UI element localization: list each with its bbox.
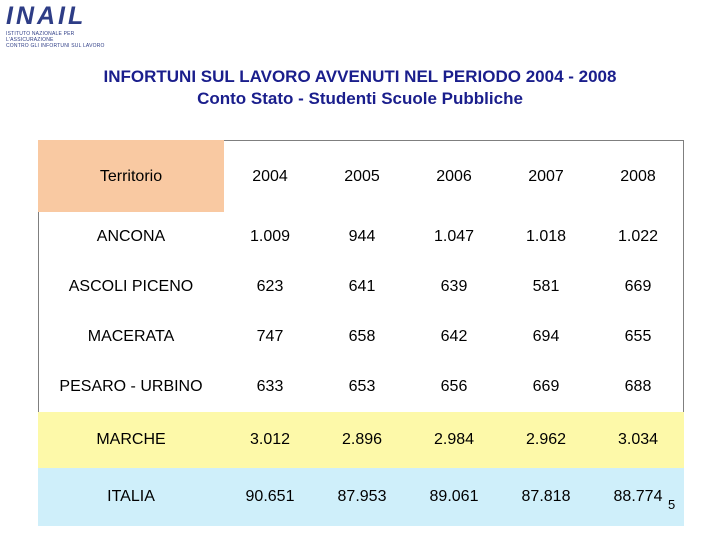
table-cell: 1.022 (617, 228, 659, 245)
table-cell: 694 (532, 328, 560, 345)
logo-mark: INAIL (6, 2, 87, 30)
table-cell: 633 (256, 378, 284, 395)
table-cell: 639 (440, 278, 468, 295)
table-cell: 669 (532, 378, 560, 395)
table-cell: 3.012 (224, 412, 316, 468)
marche-total-row (38, 412, 684, 468)
table-cell: 688 (624, 378, 652, 395)
table-cell: 623 (256, 278, 284, 295)
row-label: ITALIA (38, 468, 224, 526)
header-year: 2007 (528, 168, 564, 185)
row-label: ANCONA (96, 228, 166, 245)
table-cell: 669 (624, 278, 652, 295)
row-label: MACERATA (87, 328, 175, 345)
table-row (38, 312, 684, 362)
page-number: 5 (668, 497, 676, 512)
table-cell: 747 (256, 328, 284, 345)
title-line2: Conto Stato - Studenti Scuole Pubbliche (197, 89, 523, 108)
table-cell: 87.818 (500, 468, 592, 526)
row-label: MARCHE (38, 412, 224, 468)
table-row (38, 262, 684, 312)
table-row (38, 362, 684, 412)
table-cell: 581 (532, 278, 560, 295)
page-title (0, 66, 720, 110)
table-cell: 641 (348, 278, 376, 295)
row-label: ASCOLI PICENO (68, 278, 194, 295)
table-cell: 656 (440, 378, 468, 395)
logo-subtitle (6, 31, 116, 49)
table-header-row (38, 140, 684, 212)
table-row (38, 212, 684, 262)
table-cell: 90.651 (224, 468, 316, 526)
inail-logo (6, 2, 116, 49)
table-cell: 88.774 (592, 468, 684, 526)
table-cell: 642 (440, 328, 468, 345)
header-year: 2006 (436, 168, 472, 185)
table-cell: 1.047 (433, 228, 475, 245)
table-cell: 944 (348, 228, 376, 245)
logo-subtitle-line2: CONTRO GLI INFORTUNI SUL LAVORO (6, 43, 105, 49)
table-cell: 653 (348, 378, 376, 395)
title-line1: INFORTUNI SUL LAVORO AVVENUTI NEL PERIODO 2004 - 2008 (103, 67, 617, 86)
header-territorio: Territorio (38, 140, 224, 212)
italia-total-row (38, 468, 684, 526)
table-cell: 655 (624, 328, 652, 345)
row-label: PESARO - URBINO (59, 378, 203, 395)
header-year: 2005 (344, 168, 380, 185)
table-cell: 89.061 (408, 468, 500, 526)
table-cell: 87.953 (316, 468, 408, 526)
header-year: 2004 (252, 168, 288, 185)
header-year: 2008 (620, 168, 656, 185)
logo-subtitle-line1: ISTITUTO NAZIONALE PER L'ASSICURAZIONE (6, 31, 75, 43)
table-cell: 2.984 (408, 412, 500, 468)
table-cell: 1.018 (525, 228, 567, 245)
injuries-table (38, 140, 684, 526)
table-cell: 2.896 (316, 412, 408, 468)
table-cell: 1.009 (249, 228, 291, 245)
table-cell: 3.034 (592, 412, 684, 468)
table-cell: 658 (348, 328, 376, 345)
table-cell: 2.962 (500, 412, 592, 468)
